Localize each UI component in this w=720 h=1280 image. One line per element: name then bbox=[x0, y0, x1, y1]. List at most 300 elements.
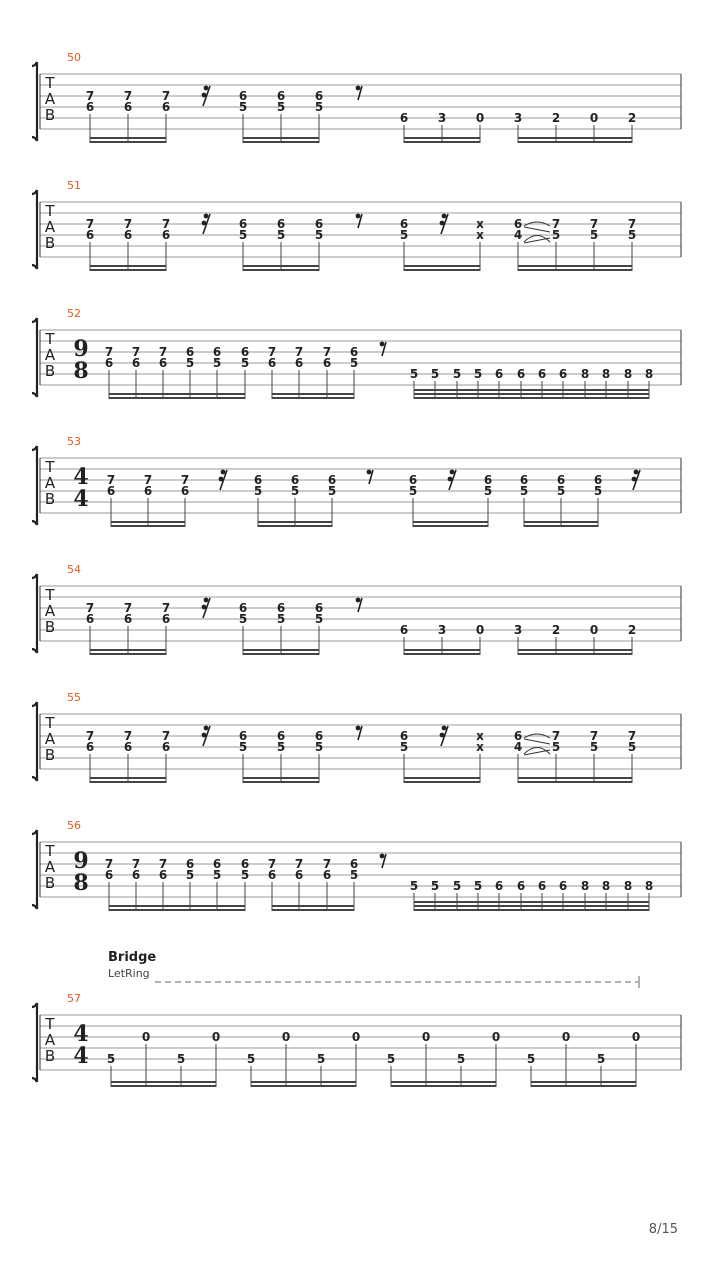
fret-number: 6 bbox=[294, 868, 304, 882]
fret-number: 5 bbox=[349, 868, 359, 882]
fret-number: 6 bbox=[399, 729, 409, 743]
fret-number: 6 bbox=[399, 111, 409, 125]
fret-number: 5 bbox=[551, 228, 561, 242]
fret-number: 5 bbox=[327, 484, 337, 498]
fret-number: 6 bbox=[513, 217, 523, 231]
beam bbox=[251, 1085, 356, 1087]
fret-number: 6 bbox=[85, 740, 95, 754]
fret-number: 5 bbox=[589, 740, 599, 754]
time-signature-top: 4 bbox=[73, 464, 89, 490]
system-bracket bbox=[32, 702, 37, 781]
fret-number: 8 bbox=[644, 367, 654, 381]
tab-clef-letter: T bbox=[45, 586, 55, 604]
rest-flag bbox=[442, 726, 447, 731]
fret-number: 6 bbox=[85, 228, 95, 242]
rest-flag bbox=[204, 598, 209, 603]
beam bbox=[243, 265, 319, 267]
page-number: 8/15 bbox=[648, 1222, 678, 1237]
fret-number: 6 bbox=[104, 868, 114, 882]
fret-number: 6 bbox=[494, 879, 504, 893]
beam bbox=[109, 905, 245, 907]
fret-number: 6 bbox=[483, 473, 493, 487]
tab-clef-letter: B bbox=[44, 106, 56, 124]
fret-number: 6 bbox=[314, 601, 324, 615]
fret-number: 6 bbox=[558, 367, 568, 381]
fret-number: 7 bbox=[161, 601, 171, 615]
fret-number: 5 bbox=[238, 612, 248, 626]
tab-clef-letter: B bbox=[44, 1047, 56, 1065]
fret-number: 6 bbox=[123, 612, 133, 626]
rest-flag bbox=[450, 470, 455, 475]
beam bbox=[404, 777, 480, 779]
fret-number: 5 bbox=[386, 1052, 396, 1066]
measure-number: 57 bbox=[67, 992, 81, 1005]
beam bbox=[414, 909, 649, 911]
fret-number: 6 bbox=[276, 601, 286, 615]
fret-number: 6 bbox=[294, 356, 304, 370]
fret-number: 6 bbox=[85, 612, 95, 626]
rest-flag bbox=[356, 86, 361, 91]
tab-clef-letter: B bbox=[44, 234, 56, 252]
fret-number: 8 bbox=[580, 367, 590, 381]
fret-number: 6 bbox=[161, 612, 171, 626]
beam bbox=[258, 525, 332, 527]
beam bbox=[391, 1085, 496, 1087]
system-bracket bbox=[32, 574, 37, 653]
fret-number: 7 bbox=[589, 217, 599, 231]
tab-clef-letter: T bbox=[45, 714, 55, 732]
fret-number: 7 bbox=[85, 217, 95, 231]
beam bbox=[90, 777, 166, 779]
beam bbox=[90, 653, 166, 655]
beam bbox=[243, 141, 319, 143]
fret-number: 7 bbox=[123, 601, 133, 615]
fret-number: 6 bbox=[123, 100, 133, 114]
beam bbox=[90, 269, 166, 271]
rest-flag bbox=[202, 605, 207, 610]
beam bbox=[243, 137, 319, 139]
beam bbox=[404, 649, 480, 651]
fret-number: 5 bbox=[627, 740, 637, 754]
beam bbox=[109, 909, 245, 911]
fret-number: 6 bbox=[104, 356, 114, 370]
fret-number: 7 bbox=[267, 345, 277, 359]
fret-number: 8 bbox=[644, 879, 654, 893]
fret-number: 5 bbox=[483, 484, 493, 498]
fret-number: 7 bbox=[123, 729, 133, 743]
beam bbox=[111, 525, 185, 527]
beam bbox=[272, 909, 354, 911]
beam bbox=[518, 653, 632, 655]
fret-number: x bbox=[476, 740, 484, 754]
fret-number: 8 bbox=[623, 367, 633, 381]
fret-number: 2 bbox=[551, 623, 561, 637]
tab-clef-letter: T bbox=[45, 74, 55, 92]
fret-number: 5 bbox=[276, 100, 286, 114]
fret-number: 6 bbox=[240, 345, 250, 359]
system-bracket bbox=[32, 318, 37, 397]
fret-number: 5 bbox=[240, 356, 250, 370]
fret-number: 6 bbox=[161, 100, 171, 114]
fret-number: 6 bbox=[537, 367, 547, 381]
fret-number: 7 bbox=[161, 89, 171, 103]
rest-flag bbox=[380, 342, 385, 347]
fret-number: 7 bbox=[267, 857, 277, 871]
fret-number: x bbox=[476, 729, 484, 743]
tab-clef-letter: T bbox=[45, 458, 55, 476]
beam bbox=[404, 781, 480, 783]
fret-number: 7 bbox=[294, 857, 304, 871]
fret-number: 6 bbox=[212, 345, 222, 359]
fret-number: 0 bbox=[475, 623, 485, 637]
beam bbox=[518, 265, 632, 267]
fret-number: 6 bbox=[253, 473, 263, 487]
rest-flag bbox=[204, 214, 209, 219]
fret-number: 6 bbox=[322, 356, 332, 370]
fret-number: 5 bbox=[519, 484, 529, 498]
fret-number: 6 bbox=[556, 473, 566, 487]
system-bracket bbox=[32, 1003, 37, 1082]
fret-number: 6 bbox=[290, 473, 300, 487]
fret-number: 6 bbox=[349, 857, 359, 871]
rest-flag bbox=[356, 726, 361, 731]
fret-number: 5 bbox=[627, 228, 637, 242]
beam bbox=[414, 397, 649, 399]
beam bbox=[90, 649, 166, 651]
beam bbox=[413, 521, 488, 523]
slide-line bbox=[524, 227, 550, 232]
fret-number: 7 bbox=[123, 217, 133, 231]
rest-flag bbox=[202, 93, 207, 98]
fret-number: 0 bbox=[421, 1030, 431, 1044]
fret-number: 5 bbox=[430, 367, 440, 381]
time-signature-top: 9 bbox=[73, 336, 89, 362]
fret-number: 0 bbox=[475, 111, 485, 125]
tab-clef-letter: T bbox=[45, 1015, 55, 1033]
fret-number: 7 bbox=[131, 345, 141, 359]
fret-number: 7 bbox=[85, 89, 95, 103]
fret-number: 5 bbox=[452, 367, 462, 381]
fret-number: 5 bbox=[551, 740, 561, 754]
fret-number: 8 bbox=[601, 879, 611, 893]
fret-number: 6 bbox=[516, 367, 526, 381]
let-ring-label: LetRing bbox=[108, 967, 150, 980]
time-signature-bottom: 8 bbox=[73, 870, 89, 896]
fret-number: 0 bbox=[351, 1030, 361, 1044]
rest-flag bbox=[367, 470, 372, 475]
rest-flag bbox=[440, 221, 445, 226]
fret-number: 7 bbox=[85, 729, 95, 743]
fret-number: 5 bbox=[276, 740, 286, 754]
fret-number: 5 bbox=[176, 1052, 186, 1066]
fret-number: 6 bbox=[238, 217, 248, 231]
fret-number: 6 bbox=[314, 89, 324, 103]
fret-number: 0 bbox=[281, 1030, 291, 1044]
fret-number: 5 bbox=[473, 879, 483, 893]
beam bbox=[518, 141, 632, 143]
beam bbox=[518, 777, 632, 779]
fret-number: 6 bbox=[161, 228, 171, 242]
fret-number: 5 bbox=[185, 356, 195, 370]
beam bbox=[524, 521, 598, 523]
fret-number: 7 bbox=[143, 473, 153, 487]
fret-number: 6 bbox=[322, 868, 332, 882]
fret-number: 5 bbox=[409, 367, 419, 381]
fret-number: 5 bbox=[349, 356, 359, 370]
fret-number: 5 bbox=[409, 879, 419, 893]
fret-number: 5 bbox=[246, 1052, 256, 1066]
beam bbox=[243, 781, 319, 783]
fret-number: 6 bbox=[131, 356, 141, 370]
fret-number: 6 bbox=[314, 217, 324, 231]
beam bbox=[272, 905, 354, 907]
rest-flag bbox=[356, 598, 361, 603]
fret-number: 6 bbox=[519, 473, 529, 487]
beam bbox=[518, 781, 632, 783]
rest-flag bbox=[440, 733, 445, 738]
fret-number: 5 bbox=[276, 612, 286, 626]
beam bbox=[404, 269, 480, 271]
beam bbox=[391, 1081, 496, 1083]
fret-number: 0 bbox=[589, 623, 599, 637]
system-bracket bbox=[32, 446, 37, 525]
fret-number: 5 bbox=[314, 612, 324, 626]
system-bracket bbox=[32, 62, 37, 141]
fret-number: 7 bbox=[627, 729, 637, 743]
tab-clef-letter: T bbox=[45, 202, 55, 220]
fret-number: 7 bbox=[85, 601, 95, 615]
tab-clef-letter: A bbox=[44, 730, 56, 748]
section-title-bridge: Bridge bbox=[108, 950, 157, 965]
fret-number: 8 bbox=[601, 367, 611, 381]
time-signature-top: 4 bbox=[73, 1021, 89, 1047]
fret-number: 6 bbox=[276, 217, 286, 231]
fret-number: 8 bbox=[623, 879, 633, 893]
fret-number: 6 bbox=[131, 868, 141, 882]
fret-number: 7 bbox=[161, 729, 171, 743]
fret-number: 5 bbox=[240, 868, 250, 882]
fret-number: 3 bbox=[437, 111, 447, 125]
fret-number: 2 bbox=[627, 623, 637, 637]
beam bbox=[531, 1085, 636, 1087]
beam bbox=[414, 393, 649, 395]
fret-number: 0 bbox=[211, 1030, 221, 1044]
fret-number: 6 bbox=[494, 367, 504, 381]
fret-number: 6 bbox=[513, 729, 523, 743]
fret-number: 7 bbox=[294, 345, 304, 359]
fret-number: 6 bbox=[516, 879, 526, 893]
fret-number: 6 bbox=[238, 729, 248, 743]
fret-number: 6 bbox=[267, 356, 277, 370]
measure-number: 51 bbox=[67, 179, 81, 192]
beam bbox=[404, 141, 480, 143]
fret-number: 5 bbox=[238, 228, 248, 242]
fret-number: 7 bbox=[158, 345, 168, 359]
fret-number: 2 bbox=[627, 111, 637, 125]
tab-clef-letter: T bbox=[45, 842, 55, 860]
fret-number: 5 bbox=[238, 100, 248, 114]
fret-number: 5 bbox=[212, 868, 222, 882]
fret-number: 5 bbox=[316, 1052, 326, 1066]
fret-number: 5 bbox=[589, 228, 599, 242]
time-signature-top: 9 bbox=[73, 848, 89, 874]
fret-number: 5 bbox=[276, 228, 286, 242]
fret-number: x bbox=[476, 217, 484, 231]
fret-number: 6 bbox=[123, 228, 133, 242]
rest-flag bbox=[632, 477, 637, 482]
beam bbox=[272, 397, 354, 399]
fret-number: 5 bbox=[212, 356, 222, 370]
fret-number: 7 bbox=[180, 473, 190, 487]
rest-flag bbox=[202, 221, 207, 226]
tab-clef-letter: T bbox=[45, 330, 55, 348]
fret-number: 5 bbox=[456, 1052, 466, 1066]
tab-clef-letter: B bbox=[44, 746, 56, 764]
fret-number: 7 bbox=[322, 857, 332, 871]
rest-flag bbox=[204, 726, 209, 731]
fret-number: 7 bbox=[131, 857, 141, 871]
rest-flag bbox=[380, 854, 385, 859]
fret-number: 6 bbox=[240, 857, 250, 871]
fret-number: 4 bbox=[513, 228, 523, 242]
fret-number: 6 bbox=[161, 740, 171, 754]
rest-flag bbox=[202, 733, 207, 738]
beam bbox=[109, 397, 245, 399]
fret-number: 5 bbox=[314, 100, 324, 114]
fret-number: 6 bbox=[399, 623, 409, 637]
fret-number: 2 bbox=[551, 111, 561, 125]
beam bbox=[413, 525, 488, 527]
fret-number: 6 bbox=[143, 484, 153, 498]
fret-number: 0 bbox=[141, 1030, 151, 1044]
measure-number: 52 bbox=[67, 307, 81, 320]
fret-number: x bbox=[476, 228, 484, 242]
beam bbox=[251, 1081, 356, 1083]
system-bracket bbox=[32, 830, 37, 909]
beam bbox=[90, 141, 166, 143]
fret-number: 5 bbox=[408, 484, 418, 498]
tab-clef-letter: A bbox=[44, 90, 56, 108]
fret-number: 5 bbox=[185, 868, 195, 882]
rest-flag bbox=[448, 477, 453, 482]
fret-number: 3 bbox=[437, 623, 447, 637]
fret-number: 5 bbox=[399, 228, 409, 242]
measure-number: 54 bbox=[67, 563, 81, 576]
fret-number: 0 bbox=[491, 1030, 501, 1044]
fret-number: 6 bbox=[158, 868, 168, 882]
fret-number: 6 bbox=[185, 857, 195, 871]
fret-number: 7 bbox=[322, 345, 332, 359]
fret-number: 3 bbox=[513, 111, 523, 125]
fret-number: 7 bbox=[158, 857, 168, 871]
rest-flag bbox=[219, 477, 224, 482]
measure-number: 53 bbox=[67, 435, 81, 448]
fret-number: 7 bbox=[551, 729, 561, 743]
fret-number: 5 bbox=[290, 484, 300, 498]
fret-number: 5 bbox=[314, 740, 324, 754]
beam bbox=[404, 265, 480, 267]
fret-number: 5 bbox=[106, 1052, 116, 1066]
fret-number: 5 bbox=[430, 879, 440, 893]
rest-flag bbox=[442, 214, 447, 219]
beam bbox=[414, 389, 649, 391]
fret-number: 7 bbox=[104, 857, 114, 871]
fret-number: 6 bbox=[537, 879, 547, 893]
fret-number: 8 bbox=[580, 879, 590, 893]
fret-number: 7 bbox=[106, 473, 116, 487]
fret-number: 0 bbox=[631, 1030, 641, 1044]
tab-clef-letter: B bbox=[44, 874, 56, 892]
fret-number: 7 bbox=[104, 345, 114, 359]
rest-flag bbox=[634, 470, 639, 475]
beam bbox=[243, 653, 319, 655]
beam bbox=[531, 1081, 636, 1083]
fret-number: 6 bbox=[238, 89, 248, 103]
beam bbox=[518, 137, 632, 139]
tab-clef-letter: B bbox=[44, 490, 56, 508]
tab-clef-letter: A bbox=[44, 474, 56, 492]
fret-number: 7 bbox=[551, 217, 561, 231]
tab-clef-letter: A bbox=[44, 218, 56, 236]
fret-number: 7 bbox=[589, 729, 599, 743]
fret-number: 0 bbox=[589, 111, 599, 125]
beam bbox=[90, 265, 166, 267]
beam bbox=[404, 653, 480, 655]
fret-number: 6 bbox=[327, 473, 337, 487]
fret-number: 7 bbox=[161, 217, 171, 231]
fret-number: 5 bbox=[556, 484, 566, 498]
measure-number: 50 bbox=[67, 51, 81, 64]
fret-number: 5 bbox=[253, 484, 263, 498]
fret-number: 6 bbox=[158, 356, 168, 370]
beam bbox=[111, 1081, 216, 1083]
fret-number: 3 bbox=[513, 623, 523, 637]
beam bbox=[414, 901, 649, 903]
beam bbox=[518, 649, 632, 651]
slide-line bbox=[524, 739, 550, 744]
fret-number: 6 bbox=[85, 100, 95, 114]
fret-number: 7 bbox=[627, 217, 637, 231]
fret-number: 7 bbox=[123, 89, 133, 103]
beam bbox=[90, 137, 166, 139]
beam bbox=[109, 393, 245, 395]
fret-number: 5 bbox=[452, 879, 462, 893]
tab-clef-letter: A bbox=[44, 1031, 56, 1049]
fret-number: 5 bbox=[593, 484, 603, 498]
fret-number: 5 bbox=[314, 228, 324, 242]
beam bbox=[414, 905, 649, 907]
fret-number: 6 bbox=[238, 601, 248, 615]
fret-number: 6 bbox=[276, 89, 286, 103]
fret-number: 5 bbox=[399, 740, 409, 754]
tab-clef-letter: B bbox=[44, 618, 56, 636]
fret-number: 5 bbox=[238, 740, 248, 754]
beam bbox=[90, 781, 166, 783]
beam bbox=[111, 1085, 216, 1087]
fret-number: 6 bbox=[408, 473, 418, 487]
fret-number: 6 bbox=[399, 217, 409, 231]
beam bbox=[243, 777, 319, 779]
tab-clef-letter: A bbox=[44, 346, 56, 364]
fret-number: 6 bbox=[212, 857, 222, 871]
fret-number: 6 bbox=[185, 345, 195, 359]
time-signature-bottom: 4 bbox=[73, 1043, 89, 1069]
tab-clef-letter: A bbox=[44, 602, 56, 620]
beam bbox=[111, 521, 185, 523]
rest-flag bbox=[204, 86, 209, 91]
fret-number: 6 bbox=[593, 473, 603, 487]
system-bracket bbox=[32, 190, 37, 269]
